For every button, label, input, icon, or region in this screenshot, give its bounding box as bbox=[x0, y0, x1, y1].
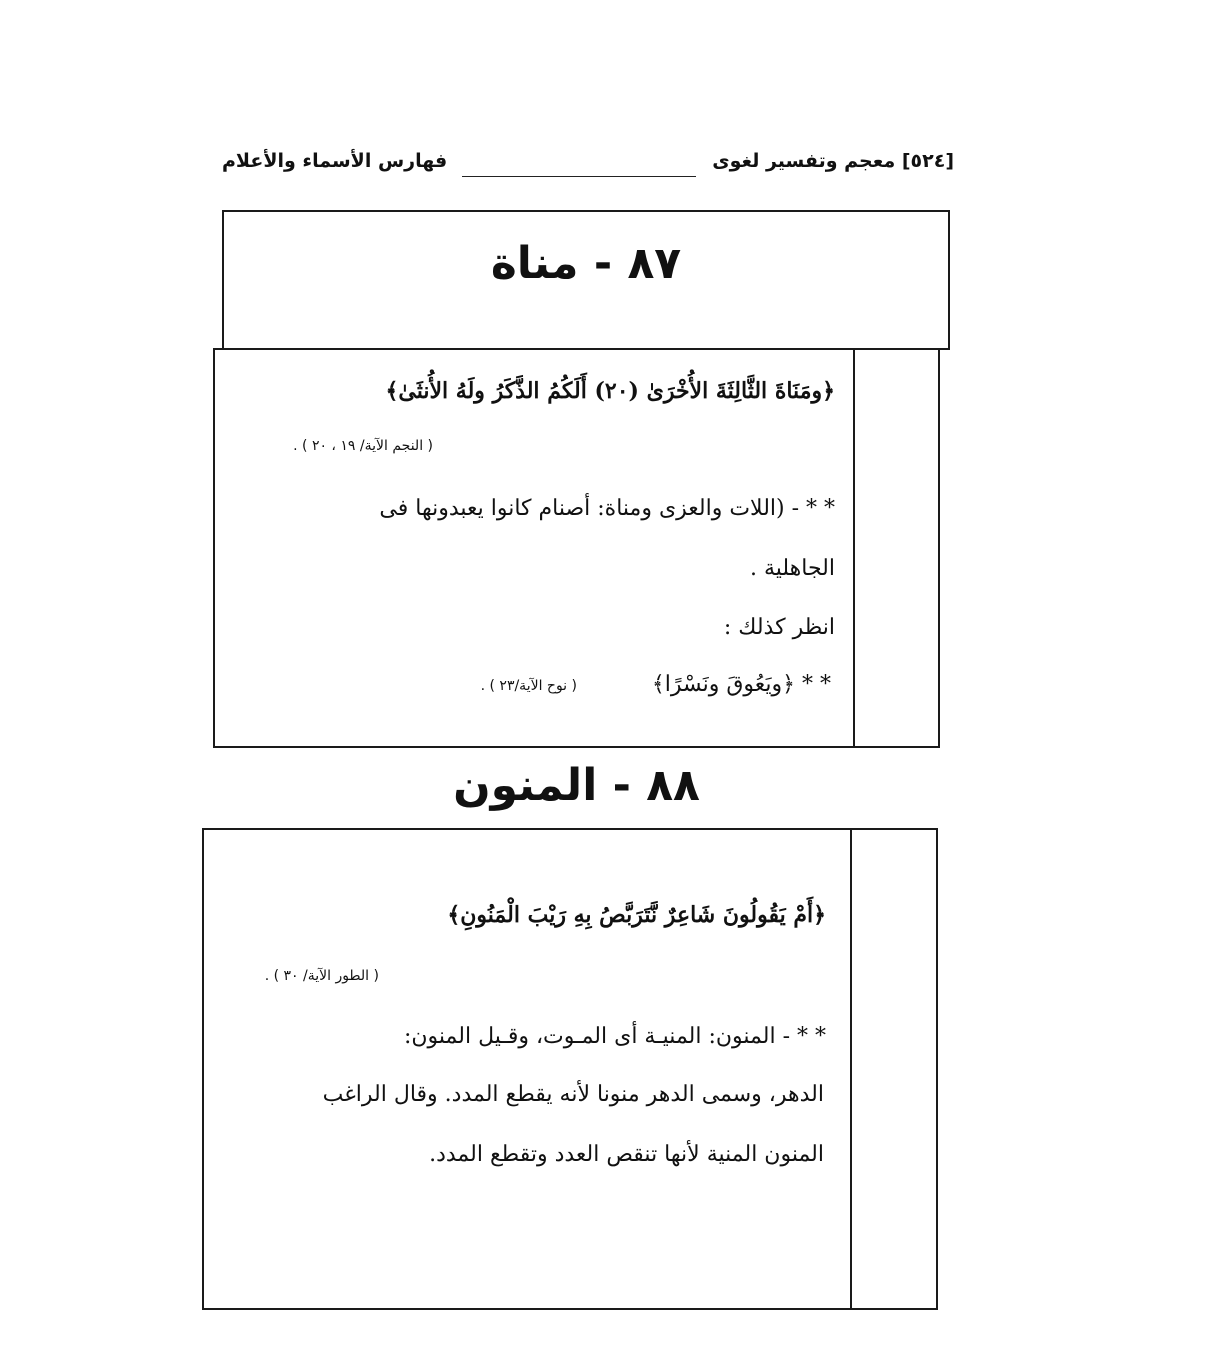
entry-87-line-2: الجاهلية . bbox=[749, 556, 835, 581]
entry-87-verse-reference: ( النجم الآية/ ١٩ ، ٢٠ ) . bbox=[293, 438, 433, 454]
header-rule bbox=[462, 176, 696, 177]
page-header bbox=[222, 150, 954, 182]
entry-87-line-1: * * - (اللات والعزى ومناة: أصنام كانوا يعبدونها فى bbox=[379, 496, 835, 521]
entry-88-verse: ﴿أَمْ يَقُولُونَ شَاعِرٌ نَّتَرَبَّصُ بِهِ رَيْبَ الْمَنُونِ﴾ bbox=[447, 902, 826, 928]
entry-88-line-2: الدهر، وسمى الدهر منونا لأنه يقطع المدد. وقال الراغب bbox=[322, 1082, 824, 1107]
entry-88-line-3: المنون المنية لأنها تنقص العدد وتقطع المدد. bbox=[429, 1142, 824, 1167]
page-number-and-book-title: [٥٢٤] معجم وتفسير لغوى bbox=[712, 150, 954, 172]
entry-88-line-1: * * - المنون: المنيـة أى المـوت، وقـيل المنون: bbox=[403, 1024, 826, 1049]
entry-88-title: ٨٨ - المنون bbox=[453, 760, 700, 811]
entry-87-see-also-verse: * * ﴿ويَعُوقَ ونَسْرًا﴾ bbox=[651, 672, 831, 697]
entry-87-see-also-reference: ( نوح الآية/٢٣ ) . bbox=[480, 678, 577, 694]
entry-88-body-box bbox=[202, 828, 938, 1310]
entry-87-verse: ﴿ومَنَاةَ الثَّالِثَةَ الأُخْرَىٰ (٢٠) أَلَكُمُ الذَّكَرُ ولَهُ الأُنثَىٰ﴾ bbox=[385, 378, 835, 404]
entry-88-verse-reference: ( الطور الآية/ ٣٠ ) . bbox=[264, 968, 379, 984]
entry-87-margin-rule bbox=[853, 350, 855, 746]
entry-87-line-3: انظر كذلك : bbox=[723, 615, 835, 640]
entry-87-title: ٨٧ - مناة bbox=[490, 238, 682, 289]
entry-88-margin-rule bbox=[850, 830, 852, 1308]
section-title: فهارس الأسماء والأعلام bbox=[222, 150, 448, 172]
